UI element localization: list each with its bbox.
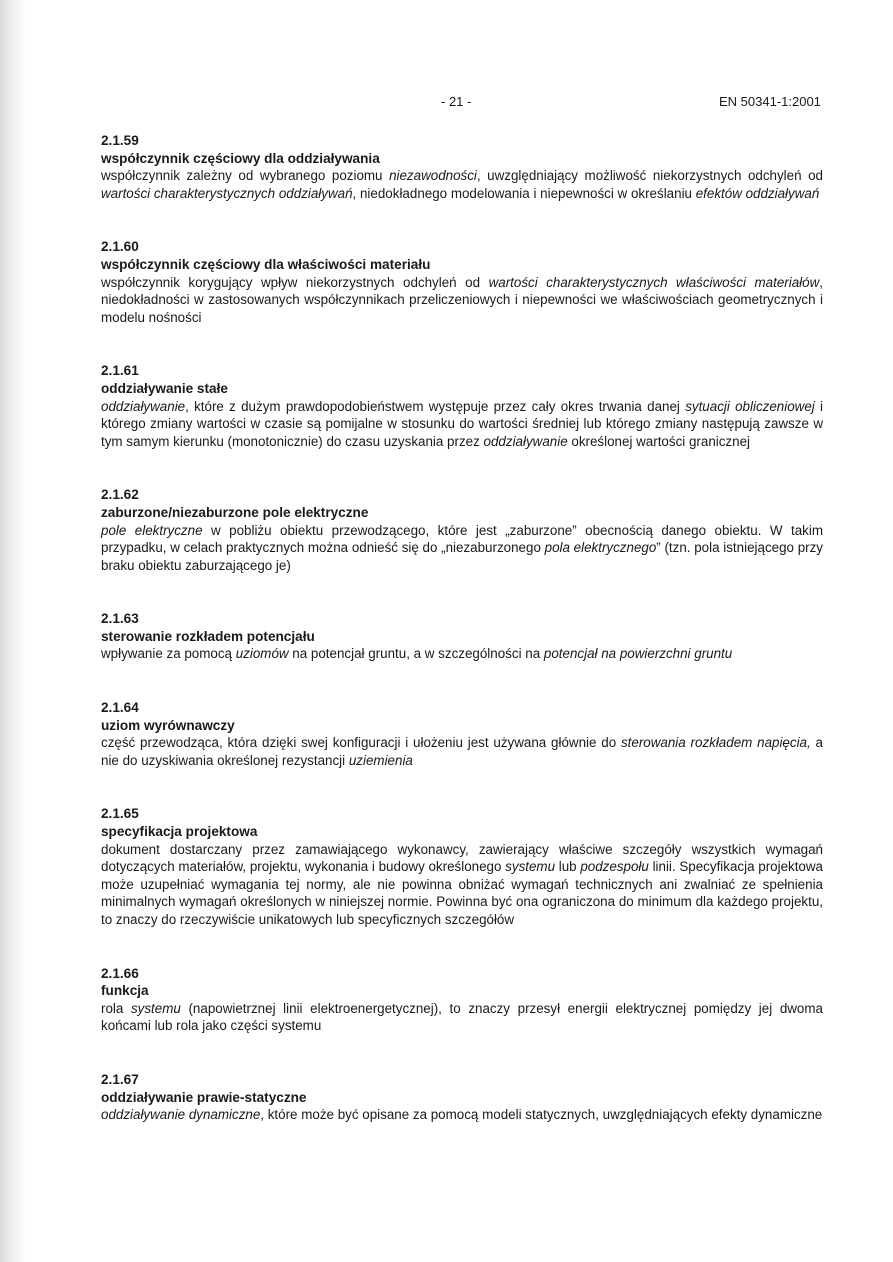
definition-term-reference: niezawodności [389, 168, 477, 184]
definition-text: współczynnik korygujący wpływ niekorzystnych odchyleń od [101, 274, 489, 290]
entry-number: 2.1.64 [101, 700, 139, 716]
entry-term: współczynnik częściowy dla właściwości materiału [101, 256, 431, 272]
definition-entry [101, 610, 823, 663]
definition-term-reference: podzespołu [580, 859, 649, 875]
entry-definition [101, 734, 823, 769]
entry-spacer [101, 1035, 823, 1071]
entry-spacer [101, 663, 823, 699]
definition-term-reference: wartości charakterystycznych właściwości materiałów [488, 274, 820, 290]
definition-text: rola [101, 1000, 131, 1016]
definition-text: i którego zmiany wartości w czasie są pomijalne w stosunku do wartości średniej lub którego zmiany następują zawsze w tym samym kierunku (monotonicznie) do czasu uzyskania przez [101, 398, 823, 449]
definition-term-reference: sterowania rozkładem napięcia, [620, 735, 811, 751]
entry-spacer [101, 202, 823, 238]
definition-entry [101, 486, 823, 574]
definition-term-reference: uziemienia [348, 752, 413, 768]
entry-number: 2.1.65 [101, 806, 139, 822]
entry-definition [101, 1106, 823, 1124]
definition-text: współczynnik zależny od wybranego poziomu [101, 168, 390, 184]
entry-spacer [101, 450, 823, 486]
definition-entry [101, 965, 823, 1035]
entry-term: specyfikacja projektowa [101, 824, 258, 840]
entry-definition [101, 522, 823, 575]
definition-text: wpływanie za pomocą [101, 646, 236, 662]
document-reference: EN 50341-1:2001 [719, 94, 821, 109]
entry-definition [101, 274, 823, 327]
definition-term-reference: uziomów [235, 646, 289, 662]
definition-text: lub [555, 859, 581, 875]
entry-number: 2.1.61 [101, 363, 139, 379]
definition-term-reference: oddziaływanie dynamiczne [101, 1107, 261, 1123]
entry-term: oddziaływanie stałe [101, 380, 228, 396]
entry-term: współczynnik częściowy dla oddziaływania [101, 150, 380, 166]
page-header [0, 94, 893, 114]
entry-definition [101, 1000, 823, 1035]
definition-text: ” (tzn. pola istniejącego przy braku obiektu zaburzającego je) [101, 540, 823, 573]
definition-text: określonej wartości granicznej [567, 433, 750, 449]
definition-term-reference: potencjał na powierzchni gruntu [543, 646, 733, 662]
entry-term: sterowanie rozkładem potencjału [101, 628, 315, 644]
definition-term-reference: systemu [130, 1000, 181, 1016]
definition-entry [101, 132, 823, 202]
entry-definition [101, 841, 823, 929]
definition-text: w pobliżu obiektu przewodzącego, które jest „zaburzone” obecnością danego obiektu. W takim przypadku, w celach praktycznych można odnieść się do „niezaburzonego [101, 522, 823, 556]
definition-text: , które może być opisane za pomocą modeli statycznych, uwzględniających efekty dynamiczne [260, 1107, 823, 1123]
definition-text: linii. Specyfikacja projektowa może uzupełniać wymagania tej normy, ale nie powinna obniżać wymagań technicznych ani zwalniać ze spełnienia minimalnych wymagań określonych w niniejszej normie. Powinna być ona ograniczona do minimum dla każdego projektu, to znaczy do rzeczywiście unikatowych lub specyficznych szczegółów [101, 859, 824, 927]
entry-definition [101, 398, 823, 451]
definition-text: , które z dużym prawdopodobieństwem występuje przez cały okres trwania danej [185, 398, 686, 414]
definition-entry [101, 1071, 823, 1124]
definition-term-reference: pole elektryczne [101, 522, 203, 538]
definition-term-reference: oddziaływanie [483, 433, 568, 449]
entry-spacer [101, 574, 823, 610]
definition-text: część przewodząca, która dzięki swej konfiguracji i ułożeniu jest używana głównie do [101, 735, 621, 751]
entry-number: 2.1.60 [101, 239, 139, 255]
definition-text: na potencjał gruntu, a w szczególności na [288, 646, 544, 662]
entry-term: uziom wyrównawczy [101, 717, 235, 733]
entry-definition [101, 167, 823, 202]
entry-definition [101, 645, 823, 663]
entry-number: 2.1.62 [101, 487, 139, 503]
entry-number: 2.1.59 [101, 133, 139, 148]
definition-entry [101, 238, 823, 326]
definition-text: dokument dostarczany przez zamawiającego wykonawcy, zawierający właściwe szczegóły wszystkich wymagań dotyczących materiałów, projektu, wykonania i budowy określonego [101, 841, 823, 875]
entry-spacer [101, 929, 823, 965]
scan-edge-shadow [0, 0, 26, 1262]
definition-entry [101, 805, 823, 928]
definition-term-reference: efektów oddziaływań [695, 185, 820, 201]
entry-spacer [101, 769, 823, 805]
definition-text: , niedokładnego modelowania i niepewności w określaniu [352, 185, 696, 201]
definition-term-reference: systemu [505, 859, 556, 875]
entry-number: 2.1.67 [101, 1071, 139, 1087]
definition-term-reference: pola elektrycznego [544, 540, 657, 556]
entry-term: zaburzone/niezaburzone pole elektryczne [101, 504, 369, 520]
entry-term: funkcja [101, 983, 149, 999]
definition-text: , niedokładności w zastosowanych współczynnikach przeliczeniowych i niepewności we właściwościach geometrycznych i modelu nośności [101, 274, 823, 325]
definition-text: a nie do uzyskiwania określonej rezystancji [101, 735, 823, 768]
entry-spacer [101, 326, 823, 362]
entry-number: 2.1.63 [101, 611, 139, 627]
definition-text: , uwzględniający możliwość niekorzystnych odchyleń od [476, 168, 823, 184]
definition-term-reference: oddziaływanie [101, 398, 186, 414]
definitions-list [101, 132, 823, 1124]
definition-text: (napowietrznej linii elektroenergetycznej), to znaczy przesył energii elektrycznej pomiędzy jej dwoma końcami lub rola jako części systemu [101, 1000, 823, 1034]
entry-number: 2.1.66 [101, 965, 139, 981]
definition-term-reference: wartości charakterystycznych oddziaływań [101, 185, 353, 201]
entry-term: oddziaływanie prawie-statyczne [101, 1089, 307, 1105]
definition-entry [101, 362, 823, 450]
page-number: - 21 - [441, 94, 472, 109]
definition-entry [101, 699, 823, 769]
definition-term-reference: sytuacji obliczeniowej [685, 398, 815, 414]
